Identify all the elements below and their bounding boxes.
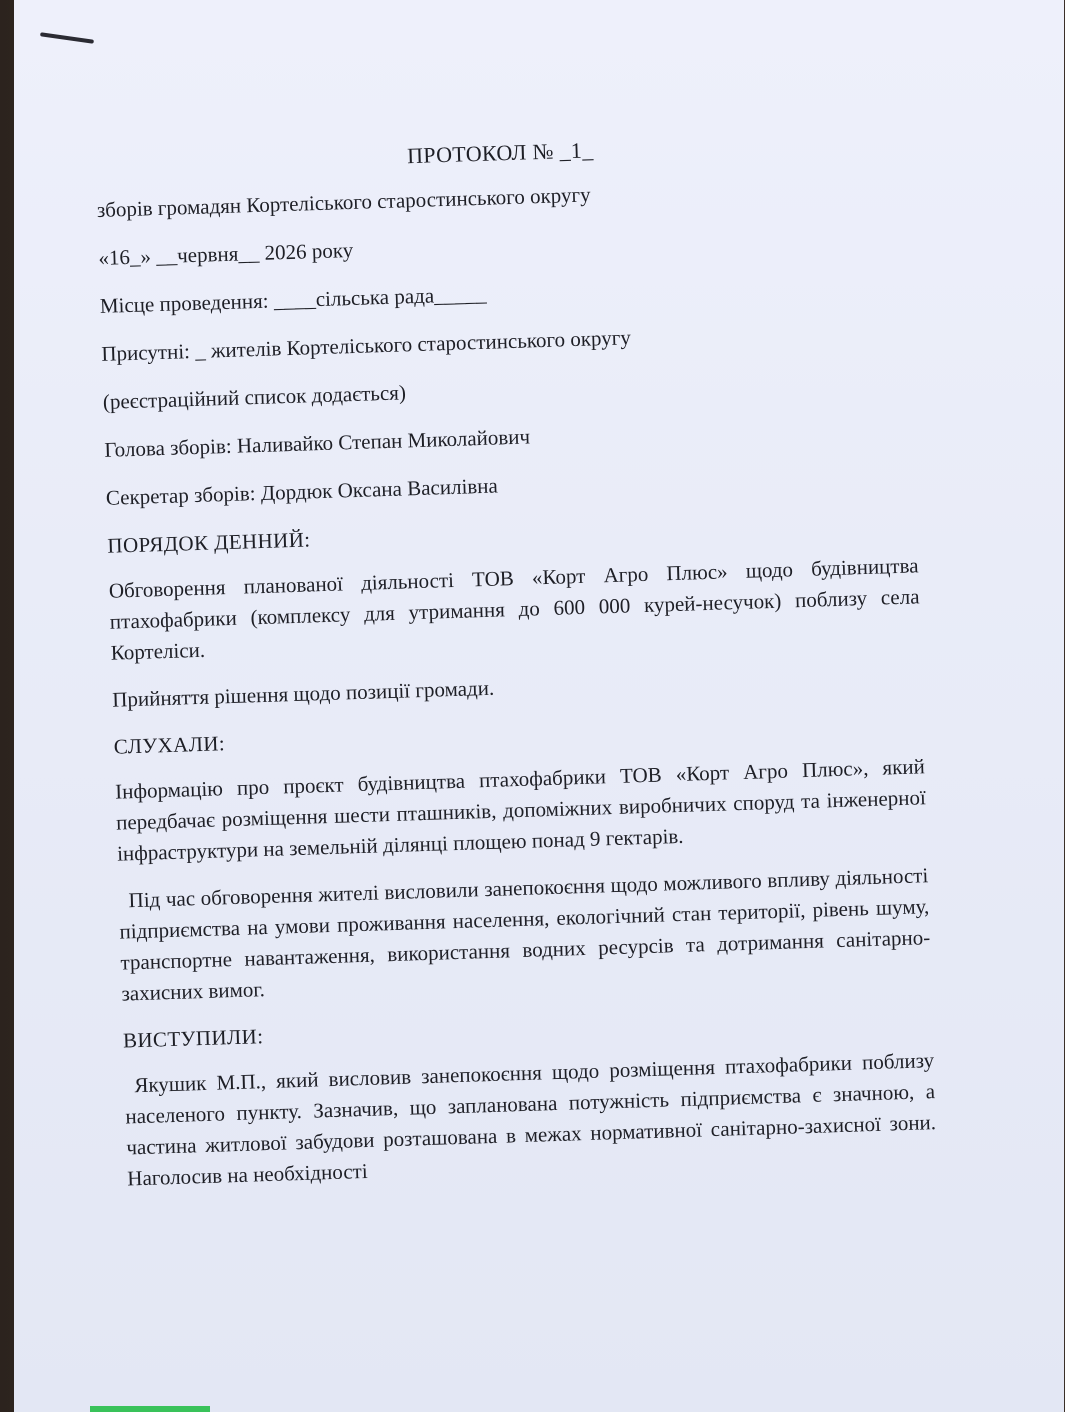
document-title: ПРОТОКОЛ № _1_ xyxy=(406,137,594,169)
agenda-item: Прийняття рішення щодо позиції громади. xyxy=(111,675,495,712)
secretary: Секретар зборів: Дордюк Оксана Василівна xyxy=(105,473,499,510)
meeting-subtitle: зборів громадян Кортеліського старостинського округу xyxy=(96,182,591,222)
chairman: Голова зборів: Наливайко Степан Миколайович xyxy=(104,424,531,462)
heard-paragraph: Інформацію про проєкт будівництва птахофабрики ТОВ «Корт Агро Плюс», який передбачає розміщення шести пташників, допоміжних виробничих споруд та інженерної інфраструктури на земельній ділянці площею понад 9 гектарів. xyxy=(114,754,927,866)
document-text xyxy=(95,125,939,1230)
present-count: Присутні: _ жителів Кортеліського старостинського округу xyxy=(101,325,632,366)
spoke-paragraph: Якушик М.П., який висловив занепокоєння щодо розміщення птахофабрики поблизу населеного пункту. Зазначив, що запланована потужність підприємства є значною, а частина житлової забудови розташована в межах нормативної санітарно-захисної зони. Наголосив на необхідності xyxy=(124,1048,937,1191)
meeting-location: Місце проведення: ____сільська рада_____ xyxy=(99,281,487,318)
heard-paragraph: Під час обговорення жителі висловили занепокоєння щодо можливого впливу діяльності підприємства на умови проживання населення, екологічний стан території, рівень шуму, транспортне навантаження, використання водних ресурсів та дотримання санітарно-захисних вимог. xyxy=(119,863,931,1006)
agenda-heading: ПОРЯДОК ДЕННИЙ: xyxy=(107,527,311,558)
staple-mark xyxy=(40,32,94,43)
green-strip xyxy=(90,1406,210,1412)
spoke-heading: ВИСТУПИЛИ: xyxy=(122,1024,264,1053)
heard-heading: СЛУХАЛИ: xyxy=(113,731,226,759)
agenda-item: Обговорення планованої діяльності ТОВ «Корт Агро Плюс» щодо будівництва птахофабрики (комплексу для утримання до 600 000 курей-несучок) поблизу села Кортеліси. xyxy=(108,553,920,665)
registration-note: (реєстраційний список додається) xyxy=(102,380,407,414)
meeting-date: «16_» __червня__ 2026 року xyxy=(98,237,354,270)
